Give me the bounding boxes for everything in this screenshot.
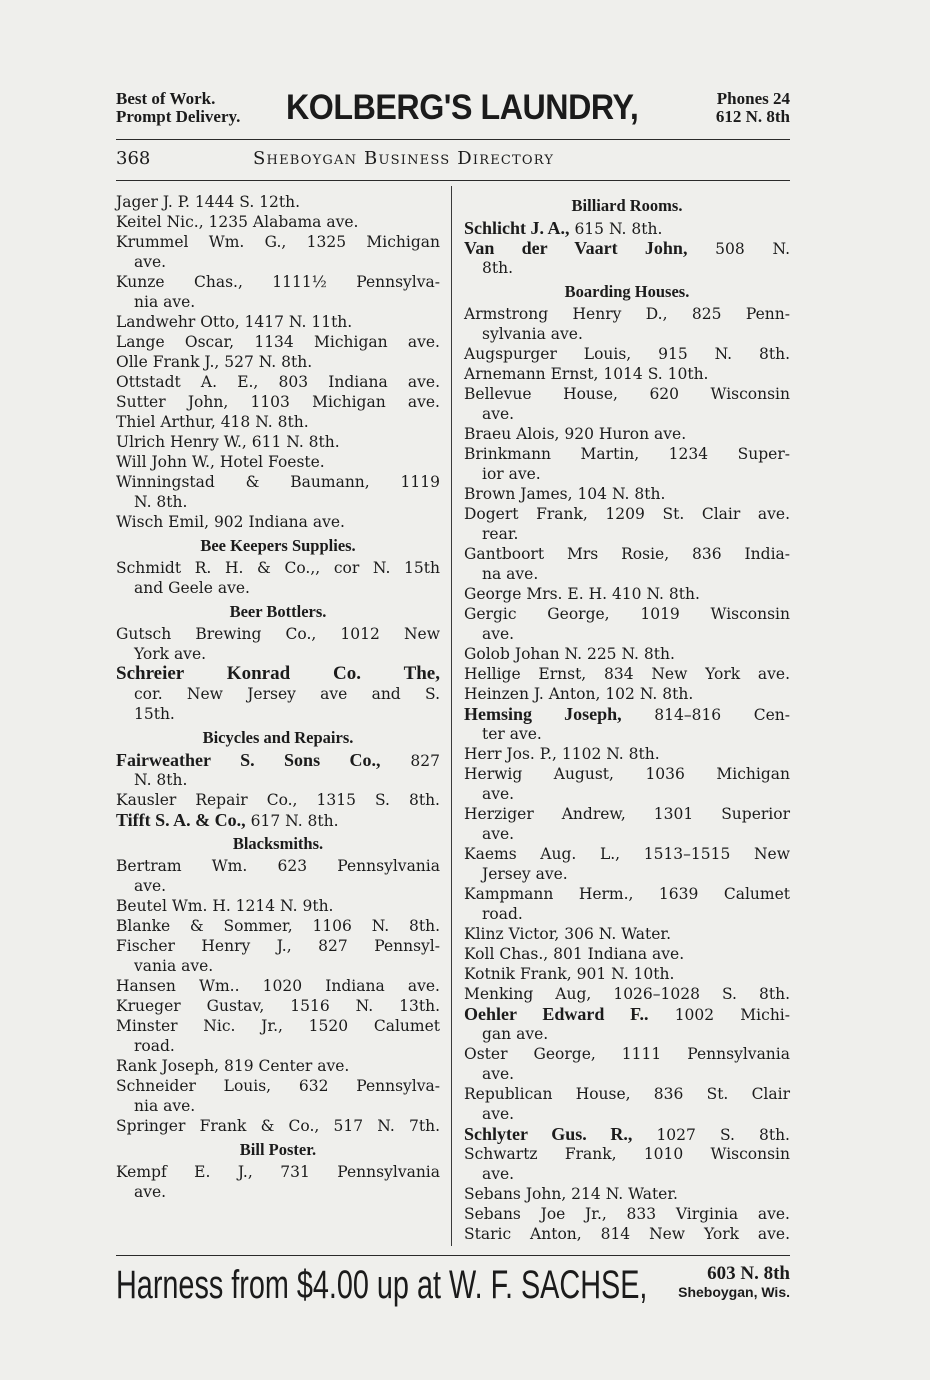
section-heading: Boarding Houses. — [564, 282, 690, 301]
directory-entry-line: Augspurger Louis, 915 N. 8th. — [464, 345, 790, 363]
business-name: Van der Vaart John, — [464, 238, 688, 258]
directory-entry-line: vania ave. — [134, 957, 214, 975]
harness-advertisement — [116, 1262, 790, 1310]
ad-contact — [716, 90, 790, 126]
business-name: Hemsing Joseph, — [464, 704, 622, 724]
ad-harness-text: Harness from $4.00 up at W. F. SACHSE, — [116, 1263, 648, 1307]
directory-entry-line: Golob Johan N. 225 N. 8th. — [464, 645, 675, 663]
ad-slogan-line: Best of Work. — [116, 89, 216, 108]
directory-entry-line: Herziger Andrew, 1301 Superior — [464, 805, 790, 823]
directory-entry-line: Schreier Konrad Co. The, — [116, 663, 440, 684]
directory-entry-line: Blanke & Sommer, 1106 N. 8th. — [116, 917, 440, 935]
directory-entry-line: Sebans Joe Jr., 833 Virginia ave. — [464, 1205, 790, 1223]
ad-title: KOLBERG'S LAUNDRY, — [286, 88, 639, 127]
page-header — [116, 148, 790, 174]
business-address: 508 N. — [687, 240, 790, 258]
directory-entry-line: Sebans John, 214 N. Water. — [464, 1185, 678, 1203]
page-number: 368 — [116, 148, 151, 169]
directory-entry-line: na ave. — [482, 565, 539, 583]
directory-entry-line: Dogert Frank, 1209 St. Clair ave. — [464, 505, 790, 523]
directory-entry-line — [464, 218, 790, 238]
directory-entry-line — [116, 750, 440, 770]
business-address: 617 N. 8th. — [245, 812, 339, 830]
ad-contact-line: Phones 24 — [716, 89, 790, 108]
directory-entry-line: ave. — [134, 253, 167, 271]
directory-entry-line: Rank Joseph, 819 Center ave. — [116, 1057, 350, 1075]
directory-entry-line: Keitel Nic., 1235 Alabama ave. — [116, 213, 359, 231]
directory-entry-line — [464, 238, 790, 258]
directory-entry-line: Herwig August, 1036 Michigan — [464, 765, 790, 783]
directory-entry-line: Fischer Henry J., 827 Pennsyl- — [116, 937, 440, 955]
directory-entry-line: Kausler Repair Co., 1315 S. 8th. — [116, 791, 440, 809]
business-address: 814–816 Cen- — [621, 706, 790, 724]
directory-entry-line: Staric Anton, 814 New York ave. — [464, 1225, 790, 1243]
section-heading: Billiard Rooms. — [571, 196, 683, 215]
directory-entry-line: gan ave. — [482, 1025, 549, 1043]
business-address: 615 N. 8th. — [569, 220, 663, 238]
directory-entry-line — [464, 1124, 790, 1144]
directory-entry-line: ave. — [134, 877, 167, 895]
ad-contact-line: 612 N. 8th — [715, 107, 790, 126]
directory-entry-line: York ave. — [134, 645, 207, 663]
directory-entry-line: Braeu Alois, 920 Huron ave. — [464, 425, 687, 443]
directory-entry-line: Lange Oscar, 1134 Michigan ave. — [116, 333, 440, 351]
directory-entry-line: Kunze Chas., 1111½ Pennsylva- — [116, 273, 440, 291]
directory-entry-line: ior ave. — [482, 465, 541, 483]
directory-entry-line: Arnemann Ernst, 1014 S. 10th. — [464, 365, 709, 383]
ad-harness-address — [678, 1264, 790, 1302]
directory-entry-line: Schmidt R. H. & Co.,, cor N. 15th — [116, 559, 440, 577]
directory-entry-line: Schneider Louis, 632 Pennsylva- — [116, 1077, 440, 1095]
directory-entry-line: N. 8th. — [134, 493, 188, 511]
directory-entry-line — [116, 810, 440, 830]
directory-entry-line: ave. — [482, 825, 515, 843]
directory-entry-line: 15th. — [134, 705, 175, 723]
directory-entry-line: Jersey ave. — [482, 865, 568, 883]
directory-entry-line: nia ave. — [134, 293, 196, 311]
running-head: Sheboygan Business Directory — [253, 148, 555, 169]
directory-entry-line: Winningstad & Baumann, 1119 — [116, 473, 440, 491]
directory-entry-line: ave. — [482, 1165, 515, 1183]
directory-entry-line: Hansen Wm.. 1020 Indiana ave. — [116, 977, 440, 995]
directory-entry-line: Wisch Emil, 902 Indiana ave. — [116, 513, 345, 531]
directory-entry-line — [464, 1004, 790, 1024]
directory-entry-line: Klinz Victor, 306 N. Water. — [464, 925, 672, 943]
business-name: Schlyter Gus. R., — [464, 1124, 633, 1144]
directory-entry-line: Krueger Gustav, 1516 N. 13th. — [116, 997, 440, 1015]
directory-entry-line: Kaems Aug. L., 1513–1515 New — [464, 845, 790, 863]
directory-entry-line: Olle Frank J., 527 N. 8th. — [116, 353, 313, 371]
laundry-advertisement — [116, 86, 790, 132]
directory-entry-line: 8th. — [482, 259, 513, 277]
section-heading: Blacksmiths. — [232, 834, 324, 853]
directory-entry-line: ter ave. — [482, 725, 542, 743]
directory-entry-line: Menking Aug, 1026–1028 S. 8th. — [464, 985, 790, 1003]
directory-entry-line: George Mrs. E. H. 410 N. 8th. — [464, 585, 700, 603]
directory-entry-line: ave. — [482, 625, 515, 643]
directory-entry-line: ave. — [482, 1065, 515, 1083]
directory-entry-line: Minster Nic. Jr., 1520 Calumet — [116, 1017, 440, 1035]
right-column — [464, 192, 790, 1244]
directory-entry-line: Brinkmann Martin, 1234 Super- — [464, 445, 790, 463]
section-heading: Bicycles and Repairs. — [202, 728, 354, 747]
directory-entry-line: N. 8th. — [134, 771, 188, 789]
directory-entry-line: Ulrich Henry W., 611 N. 8th. — [116, 433, 340, 451]
directory-entry-line: Ottstadt A. E., 803 Indiana ave. — [116, 373, 440, 391]
directory-entry-line: road. — [134, 1037, 175, 1055]
directory-entry-line: Krummel Wm. G., 1325 Michigan — [116, 233, 440, 251]
directory-entry-line: and Geele ave. — [134, 579, 250, 597]
business-name: Fairweather S. Sons Co., — [116, 750, 381, 770]
business-address: 827 — [380, 752, 440, 770]
directory-entry-line: Kempf E. J., 731 Pennsylvania — [116, 1163, 440, 1181]
directory-entry-line: Bellevue House, 620 Wisconsin — [464, 385, 790, 403]
directory-entry-line: Sutter John, 1103 Michigan ave. — [116, 393, 440, 411]
business-address: 1027 S. 8th. — [632, 1126, 790, 1144]
header-rule-top — [116, 139, 790, 140]
footer-rule — [116, 1255, 790, 1256]
directory-entry-line: Springer Frank & Co., 517 N. 7th. — [116, 1117, 440, 1135]
column-divider — [451, 186, 452, 1246]
left-column — [116, 192, 440, 1202]
directory-entry-line: Brown James, 104 N. 8th. — [464, 485, 666, 503]
directory-entry-line: Oster George, 1111 Pennsylvania — [464, 1045, 790, 1063]
directory-entry-line — [464, 704, 790, 724]
directory-entry-line: Gergic George, 1019 Wisconsin — [464, 605, 790, 623]
directory-entry-line: Heinzen J. Anton, 102 N. 8th. — [464, 685, 694, 703]
directory-entry-line: road. — [482, 905, 523, 923]
directory-entry-line: Gutsch Brewing Co., 1012 New — [116, 625, 440, 643]
business-address: 1002 Michi- — [648, 1006, 790, 1024]
directory-entry-line: Kampmann Herm., 1639 Calumet — [464, 885, 790, 903]
directory-entry-line: Herr Jos. P., 1102 N. 8th. — [464, 745, 660, 763]
ad-slogan — [116, 90, 240, 126]
business-name: Tifft S. A. & Co., — [116, 810, 246, 830]
section-heading: Bee Keepers Supplies. — [200, 536, 356, 555]
section-heading: Beer Bottlers. — [229, 602, 327, 621]
business-name: Schlicht J. A., — [464, 218, 570, 238]
directory-entry-line: ave. — [134, 1183, 167, 1201]
directory-entry-line: Will John W., Hotel Foeste. — [116, 453, 325, 471]
section-heading: Bill Poster. — [239, 1140, 317, 1159]
directory-entry-line: Beutel Wm. H. 1214 N. 9th. — [116, 897, 334, 915]
directory-entry-line: ave. — [482, 405, 515, 423]
ad-address-line: 603 N. 8th — [707, 1263, 790, 1284]
ad-city-line: Sheboygan, Wis. — [678, 1284, 790, 1300]
directory-entry-line: sylvania ave. — [482, 325, 583, 343]
directory-entry-line: Hellige Ernst, 834 New York ave. — [464, 665, 790, 683]
header-rule-bottom — [116, 180, 790, 181]
directory-entry-line: Schwartz Frank, 1010 Wisconsin — [464, 1145, 790, 1163]
directory-entry-line: Koll Chas., 801 Indiana ave. — [464, 945, 685, 963]
ad-slogan-line: Prompt Delivery. — [116, 107, 241, 126]
directory-entry-line: Armstrong Henry D., 825 Penn- — [464, 305, 790, 323]
directory-entry-line: Kotnik Frank, 901 N. 10th. — [464, 965, 675, 983]
directory-entry-line: Republican House, 836 St. Clair — [464, 1085, 790, 1103]
directory-entry-line: Gantboort Mrs Rosie, 836 India- — [464, 545, 790, 563]
directory-entry-line: cor. New Jersey ave and S. — [134, 685, 440, 703]
directory-entry-line: Landwehr Otto, 1417 N. 11th. — [116, 313, 353, 331]
directory-entry-line: Thiel Arthur, 418 N. 8th. — [116, 413, 309, 431]
directory-entry-line: nia ave. — [134, 1097, 196, 1115]
directory-entry-line: Bertram Wm. 623 Pennsylvania — [116, 857, 440, 875]
directory-entry-line: rear. — [482, 525, 519, 543]
directory-entry-line: Jager J. P. 1444 S. 12th. — [116, 193, 301, 211]
directory-entry-line: ave. — [482, 1105, 515, 1123]
business-name: Oehler Edward F.. — [464, 1004, 649, 1024]
directory-entry-line: ave. — [482, 785, 515, 803]
